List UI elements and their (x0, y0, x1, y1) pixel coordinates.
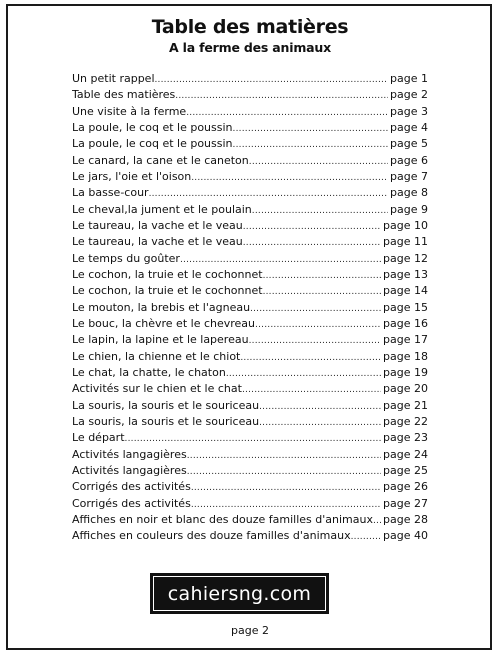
toc-entry (72, 136, 428, 152)
toc-entry-title: Corrigés des activités (72, 480, 191, 494)
toc-entry (72, 169, 428, 185)
toc-entry (72, 104, 428, 120)
toc-entry-page: page 15 (383, 300, 428, 314)
toc-leader-dots (186, 104, 388, 120)
toc-entry-page: page 1 (390, 72, 428, 85)
toc-entry-title: Le mouton, la brebis et l'agneau (72, 300, 251, 314)
toc-leader-dots (249, 153, 388, 169)
toc-entry-title: Corrigés des activités (72, 496, 191, 510)
toc-leader-dots (226, 365, 381, 381)
toc-entry-title: Le bouc, la chèvre et le chevreau (72, 316, 256, 330)
toc-entry-page: page 18 (383, 349, 428, 363)
toc-entry-title: Le départ (72, 431, 125, 445)
toc-entry-title: Le cochon, la truie et le cochonnet (72, 267, 263, 281)
toc-entry (72, 528, 428, 544)
toc-entry (72, 87, 428, 103)
logo-frame (153, 576, 326, 611)
toc-entry-page: page 28 (383, 512, 428, 526)
toc-entry-page: page 17 (383, 333, 428, 347)
toc-entry (72, 463, 428, 479)
toc-entry-page: page 21 (383, 398, 428, 412)
toc-entry (72, 381, 428, 397)
toc-entry-page: page 20 (383, 382, 428, 396)
toc-entry-title: La basse-cour (72, 186, 149, 200)
toc-leader-dots (155, 71, 389, 87)
toc-entry-page: page 25 (383, 463, 428, 477)
toc-entry-title: Activités sur le chien et le chat (72, 382, 242, 396)
toc-entry-page: page 9 (390, 202, 428, 216)
toc-entry-page: page 3 (390, 104, 428, 118)
toc-entry (72, 251, 428, 267)
toc-entry-title: La souris, la souris et le souriceau (72, 414, 260, 428)
toc-leader-dots (191, 479, 381, 495)
toc-entry-title: La poule, le coq et le poussin (72, 120, 233, 134)
toc-entry (72, 185, 428, 201)
toc-leader-dots (242, 381, 381, 397)
toc-entry-page: page 6 (390, 153, 428, 167)
toc-leader-dots (149, 185, 388, 201)
toc-entry-page: page 13 (383, 267, 428, 281)
toc-entry-title: Le jars, l'oie et l'oison (72, 169, 192, 183)
toc-entry (72, 120, 428, 136)
toc-entry-page: page 27 (383, 496, 428, 510)
toc-leader-dots (191, 496, 381, 512)
toc-entry (72, 234, 428, 250)
page-title: Table des matières (151, 16, 349, 38)
toc-entry (72, 512, 428, 528)
toc-entry-page: page 4 (390, 120, 428, 134)
table-of-contents (72, 71, 428, 545)
toc-entry (72, 398, 428, 414)
toc-leader-dots (250, 300, 381, 316)
toc-leader-dots (175, 87, 388, 103)
toc-leader-dots (243, 218, 381, 234)
toc-entry-page: page 7 (390, 169, 428, 183)
toc-leader-dots (252, 202, 388, 218)
toc-entry-title: Table des matières (72, 88, 176, 102)
page-subtitle: A la ferme des animaux (169, 40, 331, 55)
toc-entry-title: Le lapin, la lapine et le lapereau (72, 333, 249, 347)
toc-leader-dots (180, 251, 381, 267)
toc-leader-dots (125, 430, 382, 446)
toc-leader-dots (373, 512, 381, 528)
toc-entry-title: Le taureau, la vache et le veau (72, 235, 243, 249)
site-logo (150, 573, 329, 614)
toc-entry-title: Le canard, la cane et le caneton (72, 153, 249, 167)
toc-entry (72, 365, 428, 381)
toc-entry (72, 218, 428, 234)
toc-entry-title: Une visite à la ferme (72, 104, 187, 118)
toc-entry (72, 267, 428, 283)
toc-entry-page: page 14 (383, 284, 428, 298)
toc-leader-dots (233, 120, 389, 136)
toc-entry (72, 414, 428, 430)
toc-entry-page: page 26 (383, 480, 428, 494)
toc-leader-dots (351, 528, 381, 544)
toc-entry-title: Le taureau, la vache et le veau (72, 218, 243, 232)
toc-leader-dots (255, 316, 381, 332)
toc-leader-dots (249, 332, 381, 348)
toc-entry (72, 447, 428, 463)
toc-entry (72, 300, 428, 316)
toc-entry-page: page 12 (383, 251, 428, 265)
toc-entry (72, 153, 428, 169)
toc-entry (72, 430, 428, 446)
toc-entry-page: page 40 (383, 529, 428, 543)
toc-entry-page: page 24 (383, 447, 428, 461)
page-number: page 2 (231, 624, 269, 637)
toc-entry-page: page 8 (390, 186, 428, 200)
toc-entry-title: Un petit rappel (72, 72, 155, 85)
toc-entry-title: Le chat, la chatte, le chaton (72, 365, 226, 379)
logo-text: cahiersng.com (167, 582, 312, 605)
toc-entry (72, 283, 428, 299)
toc-entry-title: Affiches en couleurs des douze familles d'animaux (72, 529, 351, 543)
toc-leader-dots (191, 169, 388, 185)
toc-entry-page: page 5 (390, 137, 428, 151)
toc-leader-dots (187, 447, 381, 463)
toc-entry-title: Affiches en noir et blanc des douze familles d'animaux (72, 512, 373, 526)
toc-leader-dots (259, 398, 381, 414)
toc-entry-title: Le chien, la chienne et le chiot (72, 349, 241, 363)
toc-entry-page: page 19 (383, 365, 428, 379)
toc-entry-page: page 2 (390, 88, 428, 102)
toc-entry (72, 332, 428, 348)
toc-entry-page: page 23 (383, 431, 428, 445)
toc-entry-page: page 22 (383, 414, 428, 428)
toc-leader-dots (187, 463, 381, 479)
toc-entry-title: La poule, le coq et le poussin (72, 137, 233, 151)
toc-entry-page: page 11 (383, 235, 428, 249)
toc-entry (72, 479, 428, 495)
toc-leader-dots (263, 283, 381, 299)
toc-leader-dots (243, 234, 381, 250)
toc-entry (72, 202, 428, 218)
toc-entry-page: page 10 (383, 218, 428, 232)
toc-leader-dots (259, 414, 381, 430)
toc-entry-title: Le cochon, la truie et le cochonnet (72, 284, 263, 298)
toc-entry-title: Activités langagières (72, 463, 187, 477)
toc-leader-dots (233, 136, 389, 152)
toc-entry-title: Le cheval,la jument et le poulain (72, 202, 252, 216)
toc-entry-title: Activités langagières (72, 447, 187, 461)
toc-entry (72, 71, 428, 87)
toc-entry-title: La souris, la souris et le souriceau (72, 398, 260, 412)
toc-entry (72, 316, 428, 332)
toc-entry (72, 496, 428, 512)
toc-leader-dots (263, 267, 381, 283)
toc-entry-page: page 16 (383, 316, 428, 330)
toc-entry-title: Le temps du goûter (72, 251, 180, 265)
toc-entry (72, 349, 428, 365)
toc-leader-dots (240, 349, 381, 365)
